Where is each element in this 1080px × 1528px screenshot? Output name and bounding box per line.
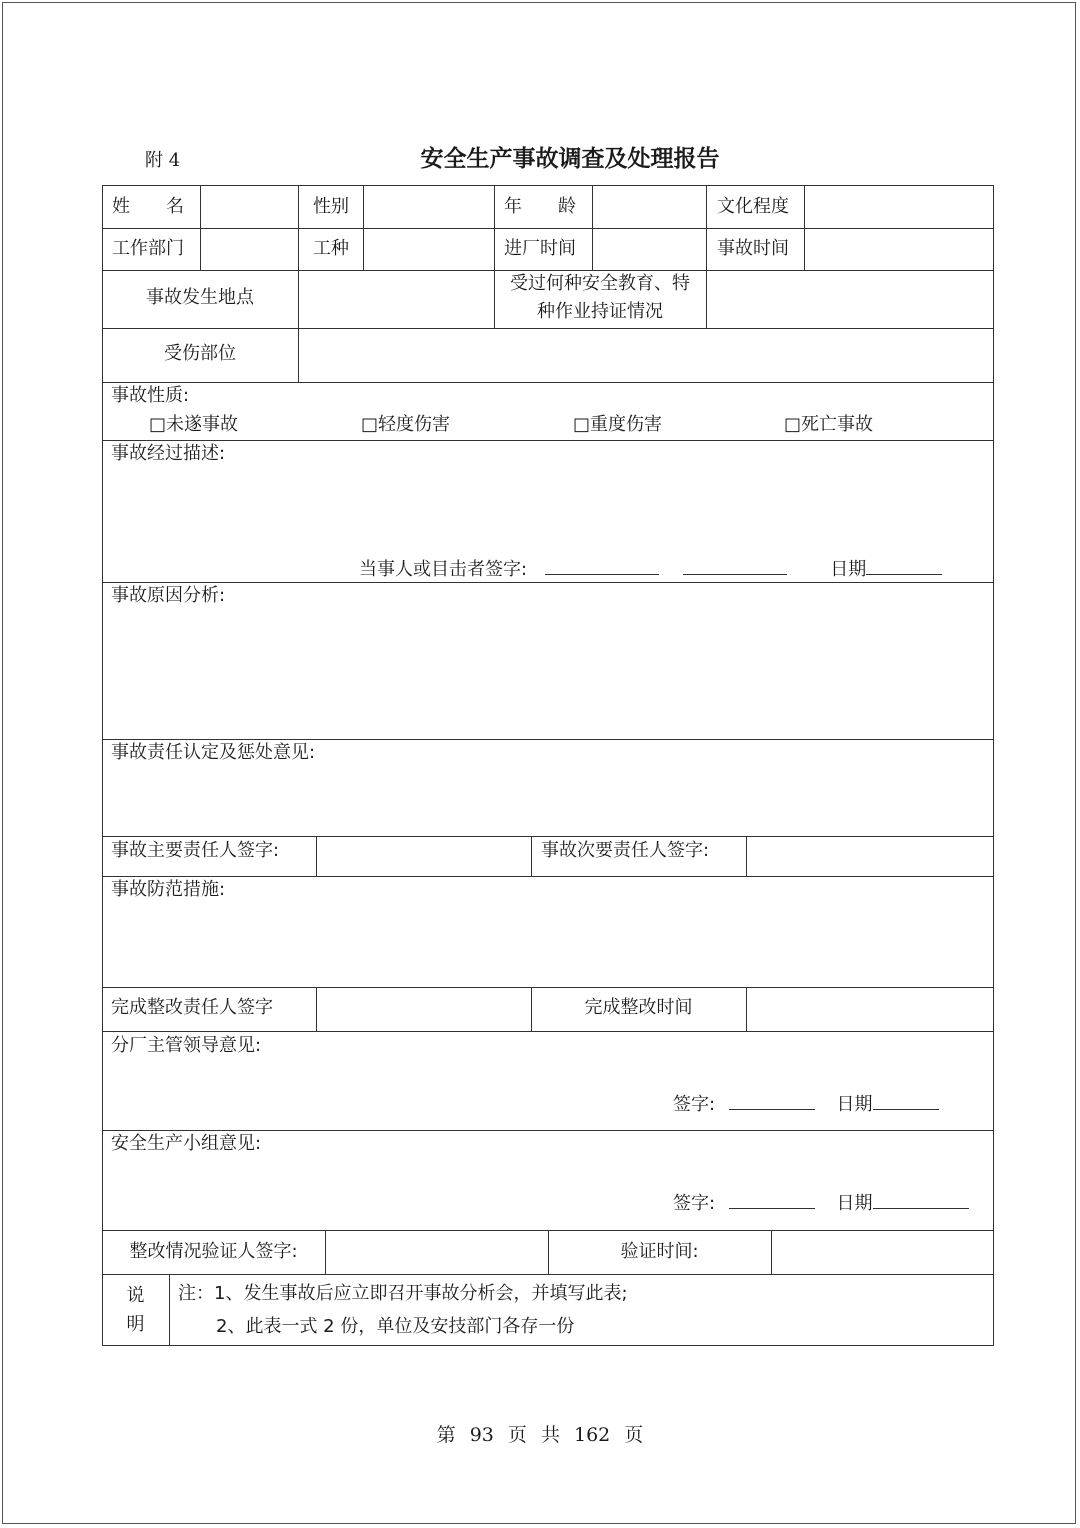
table-border-top [102, 185, 994, 186]
accident-description-label: 事故经过描述: [111, 443, 226, 464]
attachment-number: 附 4 [145, 150, 181, 171]
report-form [102, 185, 994, 1346]
col-divider [746, 836, 747, 876]
safety-group-date-label: 日期 [836, 1193, 873, 1214]
rectify-person-sign-label: 完成整改责任人签字 [111, 997, 273, 1018]
safety-group-signature [673, 1190, 969, 1215]
col-divider [316, 836, 317, 876]
row-divider [102, 836, 994, 837]
option-minor-injury[interactable]: □轻度伤害 [361, 414, 451, 435]
witness-sign-blank-1[interactable] [545, 556, 659, 575]
accident-nature-label: 事故性质: [111, 385, 190, 406]
name-label: 姓 名 [112, 196, 184, 217]
join-date-label: 进厂时间 [504, 238, 576, 259]
col-divider [771, 1230, 772, 1274]
education-label: 文化程度 [717, 196, 789, 217]
option-near-miss[interactable]: □未遂事故 [149, 414, 239, 435]
col-divider [325, 1230, 326, 1274]
notes-label-line1: 说 [126, 1285, 145, 1306]
col-divider [298, 185, 299, 382]
row-divider [102, 876, 994, 877]
row-divider [102, 1130, 994, 1131]
note-item-1: 注：1、发生事故后应立即召开事故分析会，并填写此表; [178, 1283, 628, 1304]
row-divider [102, 987, 994, 988]
prevention-measures-label: 事故防范措施: [111, 879, 226, 900]
training-label-line1: 受过何种安全教育、特 [510, 273, 690, 294]
row-divider [102, 440, 994, 441]
notes-label-line2: 明 [126, 1314, 145, 1335]
col-divider [169, 1274, 170, 1345]
rectify-time-label: 完成整改时间 [584, 997, 693, 1018]
row-divider [102, 270, 994, 271]
accident-location-label: 事故发生地点 [146, 287, 254, 308]
note-item-2: 2、此表一式 2 份，单位及安技部门各存一份 [216, 1316, 575, 1337]
witness-date-label: 日期 [830, 559, 867, 580]
training-label-line2: 种作业持证情况 [537, 301, 663, 322]
row-divider [102, 1031, 994, 1032]
row-divider [102, 228, 994, 229]
accident-time-label: 事故时间 [717, 238, 789, 259]
injury-part-label: 受伤部位 [164, 343, 236, 364]
safety-group-date-blank[interactable] [873, 1190, 969, 1209]
gender-label: 性别 [313, 196, 349, 217]
age-label: 年 龄 [504, 196, 576, 217]
row-divider [102, 328, 994, 329]
verify-time-label: 验证时间: [620, 1241, 699, 1262]
accident-cause-label: 事故原因分析: [111, 585, 226, 606]
branch-sign-blank[interactable] [729, 1091, 815, 1110]
branch-leader-opinion-label: 分厂主管领导意见: [111, 1035, 262, 1056]
branch-signature [673, 1091, 939, 1116]
job-label: 工种 [313, 238, 349, 259]
branch-date-label: 日期 [836, 1094, 873, 1115]
table-border-bottom [102, 1345, 994, 1346]
witness-date-blank[interactable] [866, 556, 942, 575]
col-divider [592, 185, 593, 270]
safety-group-opinion-label: 安全生产小组意见: [111, 1133, 262, 1154]
col-divider [316, 987, 317, 1031]
branch-sign-label: 签字: [673, 1094, 716, 1115]
row-divider [102, 739, 994, 740]
table-border-right [993, 185, 994, 1346]
safety-group-sign-blank[interactable] [729, 1190, 815, 1209]
row-divider [102, 582, 994, 583]
page-number: 第 93 页 共 162 页 [436, 1424, 644, 1446]
primary-responsible-sign-label: 事故主要责任人签字: [111, 840, 280, 861]
row-divider [102, 382, 994, 383]
safety-group-sign-label: 签字: [673, 1193, 716, 1214]
responsibility-label: 事故责任认定及惩处意见: [111, 742, 316, 763]
department-label: 工作部门 [112, 238, 184, 259]
witness-sign-blank-2[interactable] [683, 556, 787, 575]
report-title: 安全生产事故调查及处理报告 [420, 146, 720, 172]
col-divider [746, 987, 747, 1031]
col-divider [363, 185, 364, 270]
col-divider [531, 836, 532, 876]
option-serious-injury[interactable]: □重度伤害 [573, 414, 663, 435]
witness-sign-label: 当事人或目击者签字: [359, 559, 528, 580]
col-divider [200, 185, 201, 270]
verifier-sign-label: 整改情况验证人签字: [129, 1241, 298, 1262]
col-divider [706, 185, 707, 328]
witness-signature [359, 556, 942, 581]
col-divider [804, 185, 805, 270]
option-fatal-accident[interactable]: □死亡事故 [784, 414, 874, 435]
branch-date-blank[interactable] [873, 1091, 939, 1110]
row-divider [102, 1274, 994, 1275]
secondary-responsible-sign-label: 事故次要责任人签字: [541, 840, 710, 861]
